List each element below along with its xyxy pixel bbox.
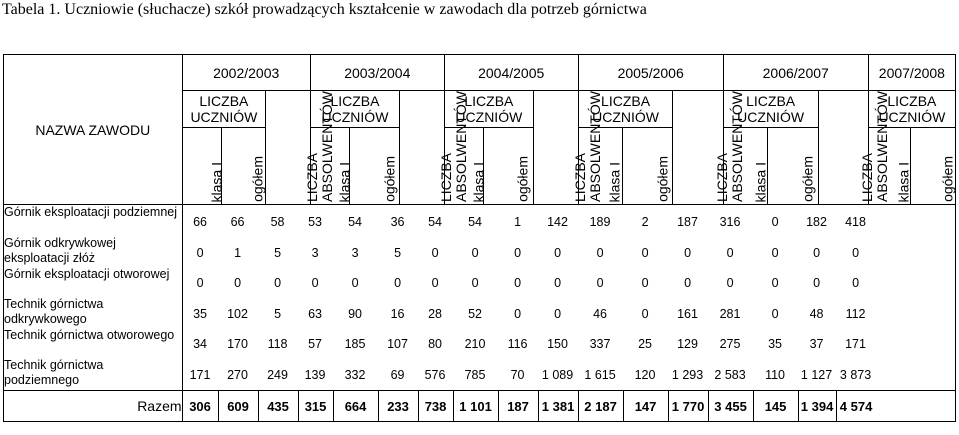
table-cell: 1 615 xyxy=(584,367,616,382)
absolwentow-header-text: LICZBA ABSOLWENTÓW xyxy=(859,91,891,202)
table-cell: 57 xyxy=(308,337,322,352)
table-cell: 2 xyxy=(641,215,649,230)
table-cell: 0 xyxy=(771,306,779,321)
table-cell: 0 xyxy=(852,245,860,260)
table-cell: 0 xyxy=(431,245,439,260)
profession-name: Górnik eksploatacji otworowej xyxy=(4,266,170,281)
table-cell: 5 xyxy=(274,245,282,260)
klasa-header-text: klasa I xyxy=(895,161,912,202)
total-cell: 1 394 xyxy=(798,391,836,421)
table-cell: 182 xyxy=(806,215,827,230)
table-cell: 139 xyxy=(304,367,326,382)
table-cell: 107 xyxy=(387,337,408,352)
table-cell: 0 xyxy=(554,245,562,260)
table-cell: 1 xyxy=(234,245,242,260)
table-cell: 270 xyxy=(227,367,248,382)
data-table xyxy=(3,54,956,422)
table-cell: 170 xyxy=(227,337,248,352)
table-cell: 281 xyxy=(719,306,741,321)
table-cell: 187 xyxy=(677,215,698,230)
ogolem-header xyxy=(483,128,533,205)
table-cell: 46 xyxy=(593,306,607,321)
table-cell: 110 xyxy=(765,367,786,382)
table-cell: 0 xyxy=(514,245,522,260)
table-cell: 0 xyxy=(813,245,821,260)
table-cell: 54 xyxy=(428,215,442,230)
klasa-header xyxy=(868,128,910,205)
uczniow-header: LICZBA UCZNIÓW xyxy=(444,91,533,128)
table-cell: 34 xyxy=(193,337,207,352)
table-cell: 0 xyxy=(274,276,282,291)
year-header: 2005/2006 xyxy=(578,55,723,91)
table-cell: 16 xyxy=(390,306,405,321)
absolwentow-header-text: LICZBA ABSOLWENTÓW xyxy=(304,91,336,202)
year-header: 2004/2005 xyxy=(444,55,578,91)
table-cell: 0 xyxy=(596,245,604,260)
table-cell: 0 xyxy=(311,276,319,291)
table-cell: 36 xyxy=(390,215,405,230)
total-cell: 1 770 xyxy=(668,391,708,421)
total-cell: 664 xyxy=(333,391,378,421)
table-cell: 129 xyxy=(677,337,698,352)
table-cell: 0 xyxy=(431,276,439,291)
year-header: 2006/2007 xyxy=(723,55,868,91)
table-cell: 63 xyxy=(308,306,322,321)
table-cell: 210 xyxy=(464,337,486,352)
total-cell: 3 455 xyxy=(708,391,753,421)
ogolem-header-text: ogółem xyxy=(514,156,531,202)
ogolem-header xyxy=(623,128,673,205)
table-cell: 0 xyxy=(771,245,779,260)
table-cell: 185 xyxy=(344,337,366,352)
total-cell: 2 187 xyxy=(578,391,623,421)
klasa-header xyxy=(182,128,225,205)
table-cell: 332 xyxy=(344,367,366,382)
table-cell: 66 xyxy=(230,215,245,230)
table-cell: 0 xyxy=(771,215,779,230)
klasa-header-text: klasa I xyxy=(208,161,225,202)
table-cell: 0 xyxy=(196,276,204,291)
table-cell: 53 xyxy=(308,215,322,230)
table-cell: 66 xyxy=(193,215,207,230)
table-cell: 116 xyxy=(507,337,528,352)
table-cell: 0 xyxy=(813,276,821,291)
table-cell: 48 xyxy=(809,306,824,321)
absolwentow-header-text: LICZBA ABSOLWENTÓW xyxy=(571,91,603,202)
klasa-header-text: klasa I xyxy=(752,161,769,202)
absolwentow-header xyxy=(266,91,336,205)
klasa-header-text: klasa I xyxy=(336,161,353,202)
absolwentow-header-text: LICZBA ABSOLWENTÓW xyxy=(437,91,469,202)
profession-name: Technik górnictwa otworowego xyxy=(4,327,175,342)
klasa-header-text: klasa I xyxy=(470,161,487,202)
table-cell: 2 583 xyxy=(714,367,746,382)
table-cell: 25 xyxy=(638,337,652,352)
table-cell: 171 xyxy=(845,337,866,352)
table-cell: 58 xyxy=(270,215,285,230)
table-cell: 0 xyxy=(351,276,359,291)
uczniow-header: LICZBA UCZNIÓW xyxy=(868,91,955,128)
total-cell: 187 xyxy=(498,391,538,421)
total-cell: 4 574 xyxy=(836,391,876,421)
table-cell: 576 xyxy=(424,367,446,382)
table-cell: 1 089 xyxy=(541,367,574,382)
total-cell: 738 xyxy=(418,391,453,421)
table-cell: 189 xyxy=(589,215,611,230)
table-cell: 0 xyxy=(596,276,604,291)
table-cell: 0 xyxy=(684,245,692,260)
klasa-header xyxy=(444,128,487,205)
total-label: Razem xyxy=(4,391,183,422)
table-cell: 0 xyxy=(554,306,562,321)
table-cell: 28 xyxy=(428,306,442,321)
table-cell: 0 xyxy=(726,276,734,291)
table-cell: 1 293 xyxy=(671,367,704,382)
table-cell: 37 xyxy=(809,337,824,352)
klasa-header-text: klasa I xyxy=(606,161,623,202)
total-cell: 1 101 xyxy=(453,391,498,421)
table-cell: 112 xyxy=(845,306,866,321)
ogolem-header xyxy=(768,128,818,205)
year-header: 2003/2004 xyxy=(310,55,444,91)
table-cell: 52 xyxy=(468,306,482,321)
ogolem-header xyxy=(349,128,399,205)
totals-area xyxy=(182,391,955,422)
table-cell: 1 127 xyxy=(800,367,833,382)
table-cell: 54 xyxy=(348,215,362,230)
table-cell: 0 xyxy=(641,245,649,260)
ogolem-header-text: ogółem xyxy=(939,156,956,202)
table-cell: 171 xyxy=(189,367,211,382)
table-cell: 5 xyxy=(394,245,402,260)
profession-name: Górnik eksploatacji podziemnej xyxy=(4,205,178,219)
total-cell: 1 381 xyxy=(538,391,578,421)
table-cell: 3 xyxy=(311,245,319,260)
table-cell: 316 xyxy=(719,215,741,230)
table-cell: 418 xyxy=(845,215,866,230)
uczniow-header: LICZBA UCZNIÓW xyxy=(578,91,673,128)
total-cell: 233 xyxy=(378,391,418,421)
table-cell: 0 xyxy=(514,276,522,291)
table-cell: 35 xyxy=(193,306,207,321)
table-cell: 0 xyxy=(471,276,479,291)
table-cell: 0 xyxy=(684,276,692,291)
profession-list xyxy=(4,205,183,391)
table-cell: 54 xyxy=(468,215,482,230)
total-cell: 315 xyxy=(298,391,333,421)
table-cell: 0 xyxy=(641,276,649,291)
table-cell: 150 xyxy=(547,337,568,352)
table-cell: 249 xyxy=(267,367,288,382)
uczniow-header: LICZBA UCZNIÓW xyxy=(310,91,399,128)
table-cell: 161 xyxy=(677,306,698,321)
table-cell: 69 xyxy=(390,367,405,382)
table-cell: 275 xyxy=(719,337,741,352)
profession-name: Górnik odkrywkowej eksploatacji złóż xyxy=(4,236,116,265)
year-header: 2007/2008 xyxy=(868,55,955,91)
uczniow-header: LICZBA UCZNIÓW xyxy=(182,91,266,128)
table-cell: 785 xyxy=(464,367,486,382)
klasa-header xyxy=(723,128,768,205)
table-cell: 118 xyxy=(267,337,288,352)
name-column-header: NAZWA ZAWODU xyxy=(4,55,183,205)
total-cell: 435 xyxy=(258,391,298,421)
table-cell: 142 xyxy=(547,215,568,230)
uczniow-header: LICZBA UCZNIÓW xyxy=(723,91,818,128)
profession-name: Technik górnictwa podziemnego xyxy=(4,358,104,387)
year-header: 2002/2003 xyxy=(182,55,310,91)
table-cell: 5 xyxy=(274,306,282,321)
klasa-header xyxy=(578,128,623,205)
klasa-header xyxy=(310,128,353,205)
table-cell: 0 xyxy=(852,276,860,291)
table-cell: 1 xyxy=(514,215,522,230)
table-cell: 0 xyxy=(771,276,779,291)
ogolem-header xyxy=(911,128,956,205)
total-cell: 145 xyxy=(753,391,798,421)
ogolem-header-text: ogółem xyxy=(799,156,816,202)
table-cell: 0 xyxy=(394,276,402,291)
absolwentow-header-text: LICZBA ABSOLWENTÓW xyxy=(714,91,746,202)
total-cell: 147 xyxy=(623,391,668,421)
profession-name: Technik górnictwa odkrywkowego xyxy=(4,297,104,326)
absolwentow-header xyxy=(673,91,746,205)
ogolem-header xyxy=(221,128,266,205)
total-cell: 609 xyxy=(218,391,258,421)
table-cell: 3 873 xyxy=(839,367,872,382)
total-cell: 306 xyxy=(189,398,211,414)
table-cell: 70 xyxy=(510,367,525,382)
table-cell: 102 xyxy=(227,306,248,321)
absolwentow-header xyxy=(818,91,891,205)
absolwentow-header xyxy=(400,91,469,205)
ogolem-header-text: ogółem xyxy=(381,156,397,202)
absolwentow-header xyxy=(534,91,603,205)
table-cell: 0 xyxy=(726,245,734,260)
table-cell: 90 xyxy=(348,306,362,321)
table-cell: 0 xyxy=(514,306,522,321)
table-cell: 80 xyxy=(428,337,442,352)
ogolem-header-text: ogółem xyxy=(654,156,671,202)
values-area xyxy=(182,205,955,391)
table-cell: 3 xyxy=(351,245,359,260)
ogolem-header-text: ogółem xyxy=(249,156,266,202)
table-cell: 0 xyxy=(554,276,562,291)
table-cell: 0 xyxy=(196,245,204,260)
table-cell: 35 xyxy=(768,337,782,352)
table-cell: 120 xyxy=(634,367,656,382)
table-cell: 337 xyxy=(589,337,611,352)
table-caption: Tabela 1. Uczniowie (słuchacze) szkół prowadzących kształcenie w zawodach dla potrzeb górnictwa xyxy=(2,1,647,18)
table-cell: 0 xyxy=(641,306,649,321)
table-cell: 0 xyxy=(471,245,479,260)
table-cell: 0 xyxy=(234,276,242,291)
